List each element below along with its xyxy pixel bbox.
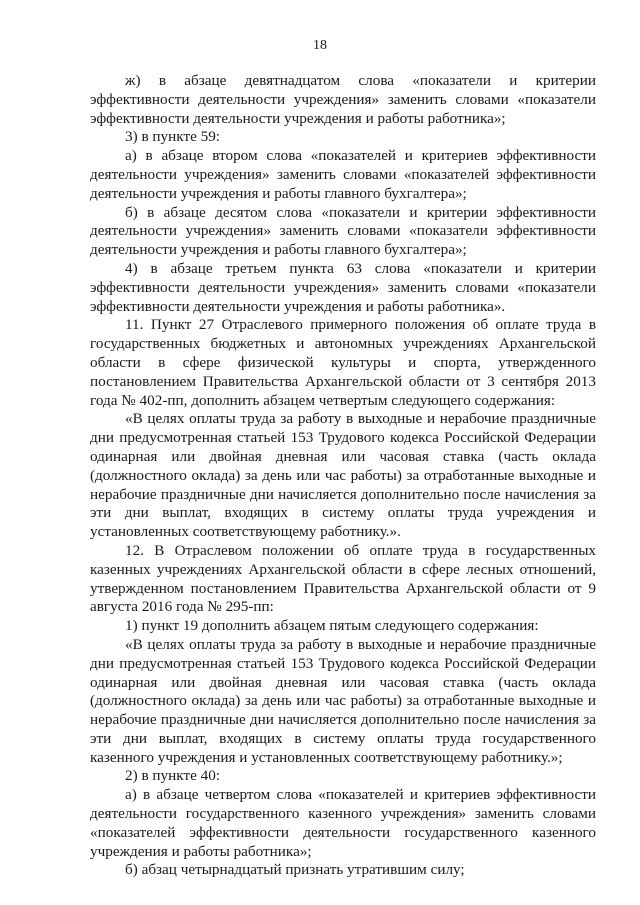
paragraph: «В целях оплаты труда за работу в выходные и нерабочие праздничные дни предусмотренная статьей 153 Трудового кодекса Российской Федерации одинарная или двойная дневная или часовая ставка (часть оклада (должностного оклада) за день или час работы) за отработанные выходные и нерабочие праздничные дни начисляется дополнительно после начисления за эти дни выплат, входящих в систему оплаты труда учреждения и установленных соответствующему работнику.». (90, 410, 596, 541)
paragraph: 11. Пункт 27 Отраслевого примерного положения об оплате труда в государственных бюджетных и автономных учреждениях Архангельской области в сфере физической культуры и спорта, утвержденного постановлением Правительства Архангельской области от 3 сентября 2013 года № 402-пп, дополнить абзацем четвертым следующего содержания: (90, 316, 596, 409)
paragraph: а) в абзаце втором слова «показателей и критериев эффективности деятельности учреждения» заменить словами «показателей эффективности деятельности учреждения и работы главного бухгалтера»; (90, 147, 596, 202)
paragraph: 2) в пункте 40: (125, 767, 221, 785)
paragraph: «В целях оплаты труда за работу в выходные и нерабочие праздничные дни предусмотренная статьей 153 Трудового кодекса Российской Федерации одинарная или двойная дневная или часовая ставка (часть оклада (должностного оклада) за день или час работы) за отработанные выходные и нерабочие праздничные дни начисляется дополнительно после начисления за эти дни выплат, входящих в систему оплаты труда государственного казенного учреждения и установленных соответствующему работнику.»; (90, 635, 596, 766)
page-number: 18 (313, 38, 327, 53)
paragraph: 12. В Отраслевом положении об оплате труда в государственных казенных учреждениях Архангельской области в сфере лесных отношений, утвержденном постановлением Правительства Архангельской области от 9 августа 2016 года № 295-пп: (90, 541, 596, 616)
paragraph: б) в абзаце десятом слова «показатели и критерии эффективности деятельности учреждения» заменить словами «показатели эффективности деятельности учреждения и работы главного бухгалтера»; (90, 203, 596, 259)
document-body (90, 72, 596, 880)
paragraph: ж) в абзаце девятнадцатом слова «показатели и критерии эффективности деятельности учреждения» заменить словами «показатели эффективности деятельности учреждения и работы работника»; (90, 72, 596, 127)
paragraph: б) абзац четырнадцатый признать утратившим силу; (125, 861, 465, 879)
paragraph: 4) в абзаце третьем пункта 63 слова «показатели и критерии эффективности деятельности учреждения» заменить словами «показатели эффективности деятельности учреждения и работы работника». (90, 259, 596, 315)
paragraph: 1) пункт 19 дополнить абзацем пятым следующего содержания: (125, 617, 539, 635)
paragraph: а) в абзаце четвертом слова «показателей и критериев эффективности деятельности государственного казенного учреждения» заменить словами «показателей эффективности деятельности государственного казенного учреждения и работы работника»; (90, 786, 596, 860)
paragraph: 3) в пункте 59: (125, 128, 221, 146)
